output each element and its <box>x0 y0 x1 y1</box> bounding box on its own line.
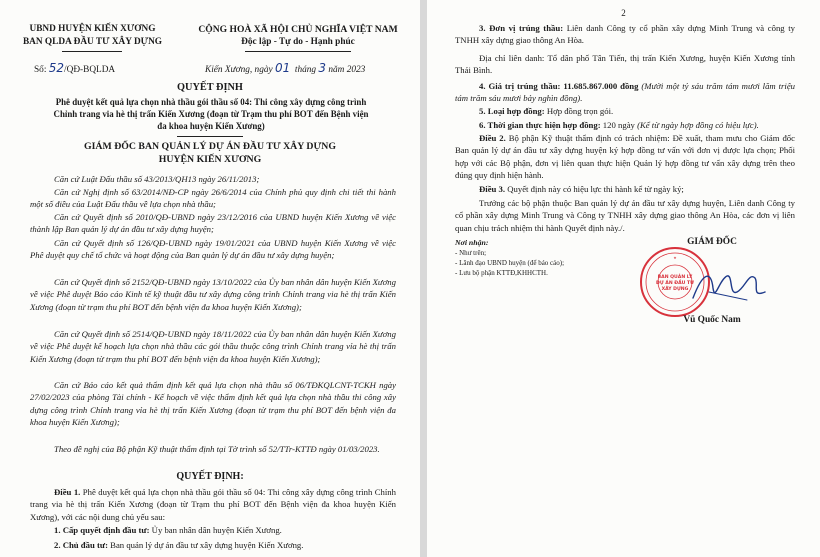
page-number: 2 <box>621 8 626 18</box>
decide-heading: QUYẾT ĐỊNH: <box>176 471 244 482</box>
svg-text:BAN QUẢN LÝ: BAN QUẢN LÝ <box>657 275 693 280</box>
nation-underline <box>245 51 351 52</box>
agency-line1: UBND HUYỆN KIẾN XƯƠNG <box>29 24 156 34</box>
item-4 <box>455 80 795 105</box>
agency-underline <box>62 51 122 52</box>
decision-subject: Phê duyệt kết quả lựa chọn nhà thầu gói thầu số 04: Thi công xây dựng công trình Chỉnh trang via hè thị trấn Kiến Xương (đoạn từ Trạm thu phí BOT đến Bệnh viện đa khoa huyện Kiến Xương) <box>53 97 369 132</box>
item-1 <box>30 524 396 536</box>
item-2 <box>30 539 396 551</box>
item-1-text: Ủy ban nhân dân huyện Kiến Xương. <box>151 525 282 535</box>
article-3 <box>455 183 795 195</box>
subject-underline <box>177 136 243 137</box>
nation-line1: CỘNG HOÀ XÃ HỘI CHỦ NGHĨA VIỆT NAM <box>198 24 398 35</box>
svg-text:DỰ ÁN ĐẦU TƯ: DỰ ÁN ĐẦU TƯ <box>656 281 694 286</box>
item-4-amount: 11.685.867.000 đồng <box>563 81 639 91</box>
item-2-label: 2. Chủ đầu tư: <box>54 540 108 550</box>
doc-date <box>205 61 365 75</box>
doc-number <box>34 61 115 75</box>
item-5-label: 5. Loại hợp đồng: <box>479 106 545 116</box>
basis-6: Căn cứ Quyết định số 2514/QĐ-UBND ngày 18/11/2022 của Ủy ban nhân dân huyện Kiến Xương về việc Phê duyệt kế hoạch lựa chọn nhà thầu các gói thầu thuộc công trình Chỉnh trang vỉa hè thị trấn Kiến Xương (đoạn từ trạm thu phí BOT đến bệnh viện đa khoa huyện Kiến Xương); <box>30 329 396 364</box>
article-3-label: Điều 3. <box>479 184 506 194</box>
item-4-words: (Mười một tỷ sáu trăm tám mươi lăm triệu tám trăm sáu mươi bảy nghìn đồng). <box>455 81 796 104</box>
item-3-label: 3. Đơn vị trúng thầu: <box>479 23 564 33</box>
doc-number-suffix: /QĐ-BQLDA <box>64 65 116 75</box>
item-6-note: (Kể từ ngày hợp đồng có hiệu lực). <box>637 120 759 130</box>
doc-number-value: 52 <box>48 61 65 75</box>
authority-line1: GIÁM ĐỐC BAN QUẢN LÝ DỰ ÁN ĐẦU TƯ XÂY DỰNG <box>84 141 336 152</box>
basis-3: Căn cứ Quyết định số 2010/QĐ-UBND ngày 23/12/2016 của UBND huyện Kiến Xương về việc thành lập Ban quản lý dự án đầu tư xây dựng huyện; <box>30 212 396 235</box>
recipient-1: - Như trên; <box>455 249 487 257</box>
document-page-2 <box>427 0 820 557</box>
article-1-text: Phê duyệt kết quả lựa chọn nhà thầu gói thầu số 04: Thi công xây dựng công trình Chỉnh trang via hè thị trấn Kiến Xương (đoạn từ Trạm thu phí BOT đến Bệnh viện đa khoa huyện Kiến Xương), với các nội dung chủ yếu sau: <box>30 487 396 522</box>
nation-line2: Độc lập - Tự do - Hạnh phúc <box>241 37 355 47</box>
article-3-text: Quyết định này có hiệu lực thi hành kể từ ngày ký; <box>507 184 684 194</box>
article-3-responsibility: Trưởng các bộ phận thuộc Ban quản lý dự án đầu tư xây dựng huyện, Liên danh Công ty cổ phần xây dựng Minh Trung và Công ty TNHH xây dựng giao thông An Hòa, các đơn vị liên quan chịu trách nhiệm thi hành Quyết định này./. <box>455 198 795 233</box>
item-6-text: 120 ngày <box>602 120 635 130</box>
signer-name: Vũ Quốc Nam <box>683 315 741 325</box>
svg-text:★: ★ <box>673 256 677 260</box>
date-prefix: Kiến Xương, ngày <box>205 65 273 75</box>
item-2-text: Ban quản lý dự án đầu tư xây dựng huyện Kiến Xương. <box>110 540 304 550</box>
item-6-label: 6. Thời gian thực hiện hợp đồng: <box>479 120 601 130</box>
recipients-heading: Nơi nhận: <box>455 238 489 247</box>
item-3-text: Liên danh Công ty cổ phần xây dựng Minh Trung và công ty TNHH xây dựng giao thông An Hòa. <box>455 23 795 46</box>
basis-4: Căn cứ Quyết định số 126/QĐ-UBND ngày 19/01/2021 của UBND huyện Kiến Xương về việc Phê duyệt quy chế tổ chức và hoạt động của Ban quản lý dự án đầu tư xây dựng huyện; <box>30 238 396 261</box>
decision-title: QUYẾT ĐỊNH <box>177 82 243 93</box>
date-day: 01 <box>274 61 291 75</box>
item-1-label: 1. Cấp quyết định đầu tư: <box>54 525 150 535</box>
item-5 <box>455 105 795 117</box>
recipient-3: - Lưu bộ phận KTTĐ,KHHCTH. <box>455 269 548 277</box>
article-2 <box>455 132 795 181</box>
item-6 <box>455 119 795 131</box>
agency-line2: BAN QLDA ĐẦU TƯ XÂY DỰNG <box>22 37 163 47</box>
date-month-label: tháng <box>294 65 317 75</box>
contractor-address: Địa chỉ liên danh: Tổ dân phố Tân Tiến, thị trấn Kiến Xương, huyện Kiến Xương tỉnh Thái Bình. <box>455 53 795 76</box>
item-4-label: 4. Giá trị trúng thầu: <box>479 81 561 91</box>
basis-5: Căn cứ Quyết định số 2152/QĐ-UBND ngày 13/10/2022 của Ủy ban nhân dân huyện Kiến Xương về việc Phê duyệt Báo cáo Kinh tế kỹ thuật đầu tư xây dựng công trình Chỉnh trang via hè thị trấn Kiến Xương (đoạn từ trạm thu phí BOT đến bệnh viện đa khoa huyện Kiến Xương); <box>30 277 396 312</box>
date-year: năm 2023 <box>328 65 366 75</box>
signer-title: GIÁM ĐỐC <box>687 237 737 247</box>
recipient-2: - Lãnh đạo UBND huyện (để báo cáo); <box>455 259 565 267</box>
date-month: 3 <box>318 61 327 75</box>
basis-7: Căn cứ Báo cáo kết quả thẩm định kết quả lựa chọn nhà thầu số 06/TĐKQLCNT-TCKH ngày 27/02/2023 của phòng Tài chính - Kế hoạch về việc thẩm định kết quả lựa chọn nhà thầu thi công xây dựng công trình Chỉnh trang vỉa hè thị trấn Kiến Xương (đoạn từ trạm thu phí BOT đến bệnh viện đa khoa huyện Kiến Xương); <box>30 380 396 427</box>
basis-2: Căn cứ Nghị định số 63/2014/NĐ-CP ngày 26/6/2014 của Chính phủ quy định chi tiết thi hành một số điều của Luật Đấu thầu về lựa chọn nhà thầu; <box>30 187 396 210</box>
authority-line2: HUYỆN KIẾN XƯƠNG <box>158 154 262 165</box>
basis-1: Căn cứ Luật Đấu thầu số 43/2013/QH13 ngày 26/11/2013; <box>54 174 260 184</box>
svg-text:XÂY DỰNG: XÂY DỰNG <box>661 287 689 292</box>
article-1 <box>30 486 396 523</box>
article-2-label: Điều 2. <box>479 133 506 143</box>
article-1-label: Điều 1. <box>54 487 81 497</box>
doc-number-prefix: Số: <box>34 65 47 75</box>
signature-icon <box>689 262 771 312</box>
article-2-text: Bộ phận Kỹ thuật thẩm định có trách nhiệm: Đề xuất, tham mưu cho Giám đốc Ban quản lý dự án đầu tư xây dựng huyện ký hợp đồng tư vấn với đơn vị được lựa chọn; Phối hợp với các Bộ phận, đơn vị liên quan thực hiện Quản lý hợp đồng tư vấn xây dựng trên theo đúng quy định hiện hành. <box>455 133 796 180</box>
item-3 <box>455 22 795 47</box>
item-5-text: Hợp đồng trọn gói. <box>546 106 614 116</box>
basis-8: Theo đề nghị của Bộ phận Kỹ thuật thẩm định tại Tờ trình số 52/TTr-KTTĐ ngày 01/03/2023. <box>54 444 380 454</box>
